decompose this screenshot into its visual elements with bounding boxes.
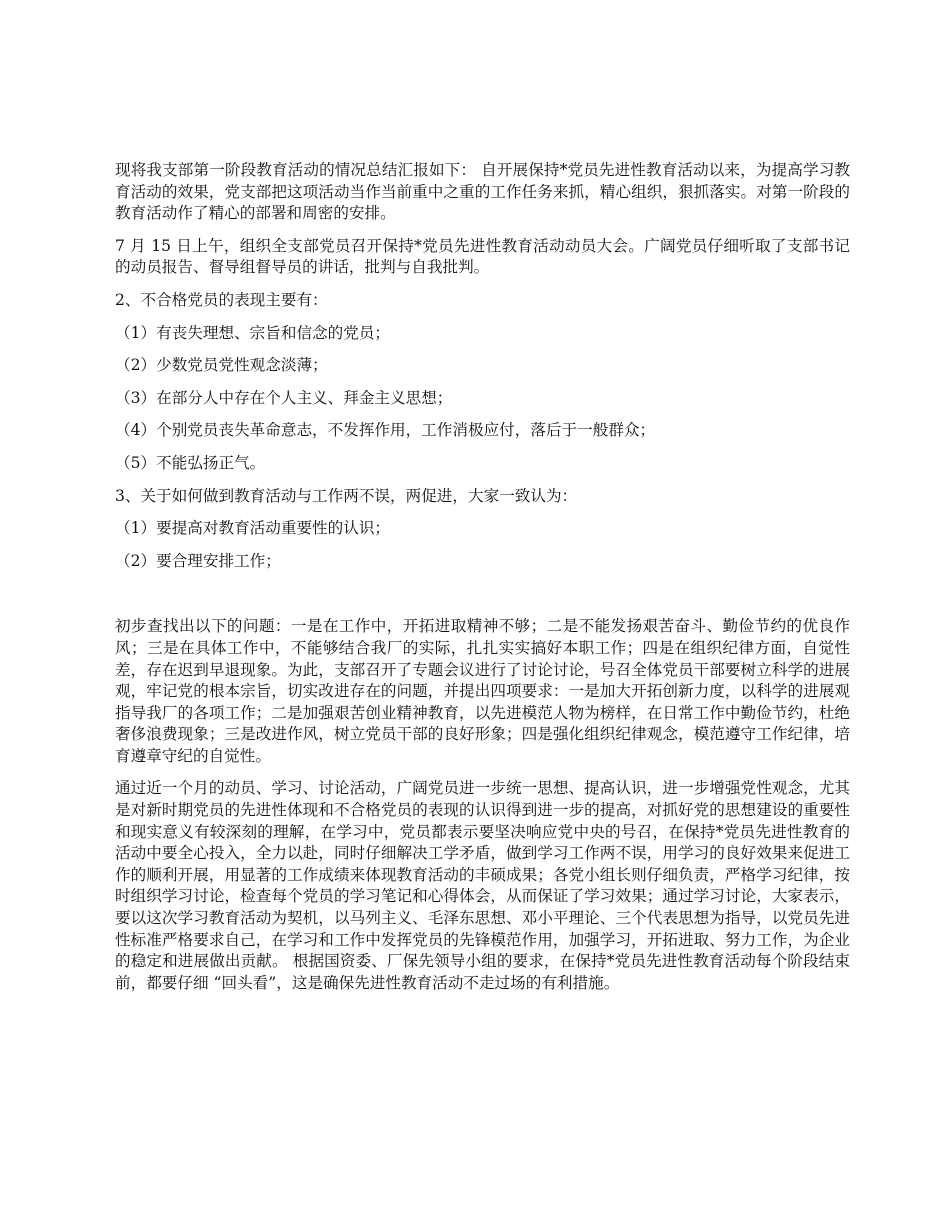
document-body (115, 160, 850, 1005)
paragraph-gap (115, 583, 850, 616)
paragraph-heading-work-balance: 3、关于如何做到教育活动与工作两不误，两促进，大家一致认为： (115, 486, 578, 505)
paragraph-intro: 现将我支部第一阶段教育活动的情况总结汇报如下： 自开展保持*党员先进性教育活动以来，为提高学习教育活动的效果，党支部把这项活动当作当前重中之重的工作任务来抓，精心组织，狠抓落实。对第一阶段的教育活动作了精心的部署和周密的安排。 (115, 161, 850, 223)
paragraph-summary: 通过近一个月的动员、学习、讨论活动，广阔党员进一步统一思想、提高认识，进一步增强党性观念，尤其是对新时期党员的先进性体现和不合格党员的表现的认识得到进一步的提高，对抓好党的思想建设的重要性和现实意义有较深刻的理解，在学习中，党员都表示要坚决响应党中央的号召，在保持*党员先进性教育的活动中要全心投入，全力以赴，同时仔细解决工学矛盾，做到学习工作两不误，用学习的良好效果来促进工作的顺利开展，用显著的工作成绩来体现教育活动的丰硕成果；各党小组长则仔细负责，严格学习纪律，按时组织学习讨论，检查每个党员的学习笔记和心得体会，从而保证了学习效果；通过学习讨论，大家表示，要以这次学习教育活动为契机，以马列主义、毛泽东思想、邓小平理论、三个代表思想为指导，以党员先进性标准严格要求自己，在学习和工作中发挥党员的先锋模范作用，加强学习，开拓进取、努力工作，为企业的稳定和进展做出贡献。 根据国资委、厂保先领导小组的要求，在保持*党员先进性教育活动每个阶段结束前，都要仔细 “回头看”，这是确保先进性教育活动不走过场的有利措施。 (115, 779, 850, 992)
paragraph-problems-found: 初步查找出以下的问题：一是在工作中，开拓进取精神不够；二是不能发扬艰苦奋斗、勤俭节约的优良作风；三是在具体工作中，不能够结合我厂的实际，扎扎实实搞好本职工作；四是在组织纪律方面，自觉性差，存在迟到早退现象。为此，支部召开了专题会议进行了讨论讨论，号召全体党员干部要树立科学的进展观，牢记党的根本宗旨，切实改进存在的问题，并提出四项要求：一是加大开拓创新力度，以科学的进展观指导我厂的各项工作；二是加强艰苦创业精神教育，以先进模范人物为榜样，在日常工作中勤俭节约，杜绝奢侈浪费现象；三是改进作风，树立党员干部的良好形象；四是强化组织纪律观念，模范遵守工作纪律，培育遵章守纪的自觉性。 (115, 617, 850, 765)
list-item: （3）在部分人中存在个人主义、拜金主义思想； (115, 388, 453, 407)
list-item: （4）个别党员丧失革命意志，不发挥作用，工作消极应付，落后于一般群众； (115, 421, 656, 440)
list-item: （2）少数党员党性观念淡薄； (115, 356, 328, 375)
list-item: （2）要合理安排工作； (115, 551, 281, 570)
list-item: （1）要提高对教育活动重要性的认识； (115, 519, 391, 538)
paragraph-mobilization-meeting: 7 月 15 日上午，组织全支部党员召开保持*党员先进性教育活动动员大会。广阔党员仔细听取了支部书记的动员报告、督导组督导员的讲话，批判与自我批判。 (115, 236, 850, 277)
paragraph-heading-unqualified: 2、不合格党员的表现主要有： (115, 290, 328, 309)
list-item: （1）有丧失理想、宗旨和信念的党员； (115, 323, 391, 342)
list-item: （5）不能弘扬正气。 (115, 453, 266, 472)
